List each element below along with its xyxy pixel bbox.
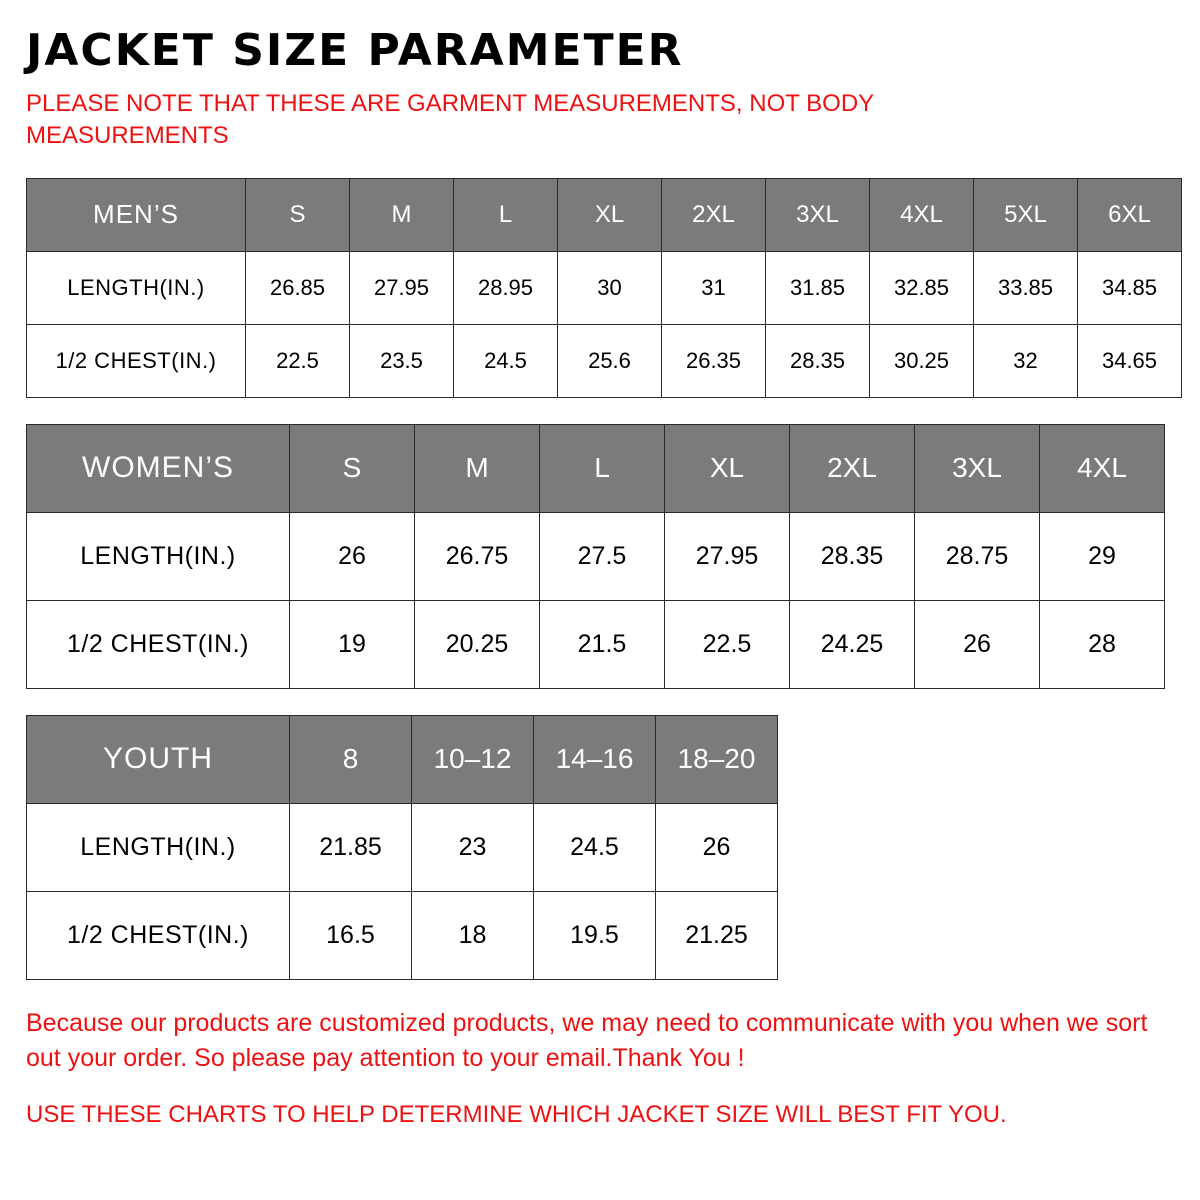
table-cell: 28.95 [454,251,558,324]
womens-size-header: M [415,424,540,512]
table-cell: 18 [412,891,534,979]
mens-size-header: L [454,178,558,251]
mens-size-header: 3XL [766,178,870,251]
table-cell: 23.5 [350,324,454,397]
row-label: 1/2 CHEST(IN.) [27,324,246,397]
table-cell: 26.75 [415,512,540,600]
table-cell: 20.25 [415,600,540,688]
womens-size-header: XL [665,424,790,512]
table-row [27,251,1182,324]
table-row [27,512,1165,600]
table-cell: 19.5 [534,891,656,979]
womens-size-header: 4XL [1040,424,1165,512]
table-cell: 32 [974,324,1078,397]
mens-size-header: 2XL [662,178,766,251]
mens-size-header: M [350,178,454,251]
mens-size-header: S [246,178,350,251]
measurement-note: PLEASE NOTE THAT THESE ARE GARMENT MEASUREMENTS, NOT BODY MEASUREMENTS [26,90,874,149]
page-title: JACKET SIZE PARAMETER [26,25,684,76]
table-cell: 23 [412,803,534,891]
table-cell: 26 [656,803,778,891]
row-label: LENGTH(IN.) [27,803,290,891]
table-cell: 34.65 [1078,324,1182,397]
mens-table-label: MEN’S [27,178,246,251]
table-cell: 31.85 [766,251,870,324]
table-row [27,803,778,891]
table-cell: 29 [1040,512,1165,600]
table-cell: 24.5 [454,324,558,397]
table-row [27,600,1165,688]
table-cell: 27.95 [665,512,790,600]
customization-note: Because our products are customized products, we may need to communicate with you when we sort out your order. So please pay attention to your email.Thank You ! [26,1008,1148,1072]
table-cell: 24.25 [790,600,915,688]
table-cell: 33.85 [974,251,1078,324]
table-header-row [27,715,778,803]
table-cell: 30.25 [870,324,974,397]
table-cell: 30 [558,251,662,324]
womens-size-header: 3XL [915,424,1040,512]
womens-size-header: 2XL [790,424,915,512]
table-cell: 22.5 [665,600,790,688]
table-cell: 27.95 [350,251,454,324]
table-cell: 26.35 [662,324,766,397]
table-cell: 28.75 [915,512,1040,600]
youth-table-label: YOUTH [27,715,290,803]
youth-size-header: 14–16 [534,715,656,803]
table-cell: 28 [1040,600,1165,688]
table-header-row [27,424,1165,512]
table-header-row [27,178,1182,251]
womens-size-header: L [540,424,665,512]
womens-size-header: S [290,424,415,512]
table-cell: 25.6 [558,324,662,397]
youth-size-header: 18–20 [656,715,778,803]
row-label: 1/2 CHEST(IN.) [27,891,290,979]
table-cell: 31 [662,251,766,324]
table-cell: 26 [915,600,1040,688]
mens-size-table [26,178,1182,398]
table-cell: 28.35 [766,324,870,397]
youth-size-table [26,715,778,980]
table-cell: 27.5 [540,512,665,600]
chart-usage-note: USE THESE CHARTS TO HELP DETERMINE WHICH JACKET SIZE WILL BEST FIT YOU. [26,1100,1007,1128]
table-cell: 26.85 [246,251,350,324]
table-cell: 32.85 [870,251,974,324]
row-label: LENGTH(IN.) [27,251,246,324]
table-row [27,891,778,979]
table-cell: 21.25 [656,891,778,979]
row-label: 1/2 CHEST(IN.) [27,600,290,688]
table-cell: 34.85 [1078,251,1182,324]
row-label: LENGTH(IN.) [27,512,290,600]
mens-size-header: 4XL [870,178,974,251]
table-cell: 21.85 [290,803,412,891]
youth-size-header: 8 [290,715,412,803]
table-cell: 16.5 [290,891,412,979]
table-cell: 26 [290,512,415,600]
womens-table-label: WOMEN’S [27,424,290,512]
table-cell: 19 [290,600,415,688]
mens-size-header: 5XL [974,178,1078,251]
mens-size-header: XL [558,178,662,251]
table-row [27,324,1182,397]
womens-size-table [26,424,1165,689]
youth-size-header: 10–12 [412,715,534,803]
table-cell: 21.5 [540,600,665,688]
mens-size-header: 6XL [1078,178,1182,251]
table-cell: 22.5 [246,324,350,397]
table-cell: 24.5 [534,803,656,891]
table-cell: 28.35 [790,512,915,600]
